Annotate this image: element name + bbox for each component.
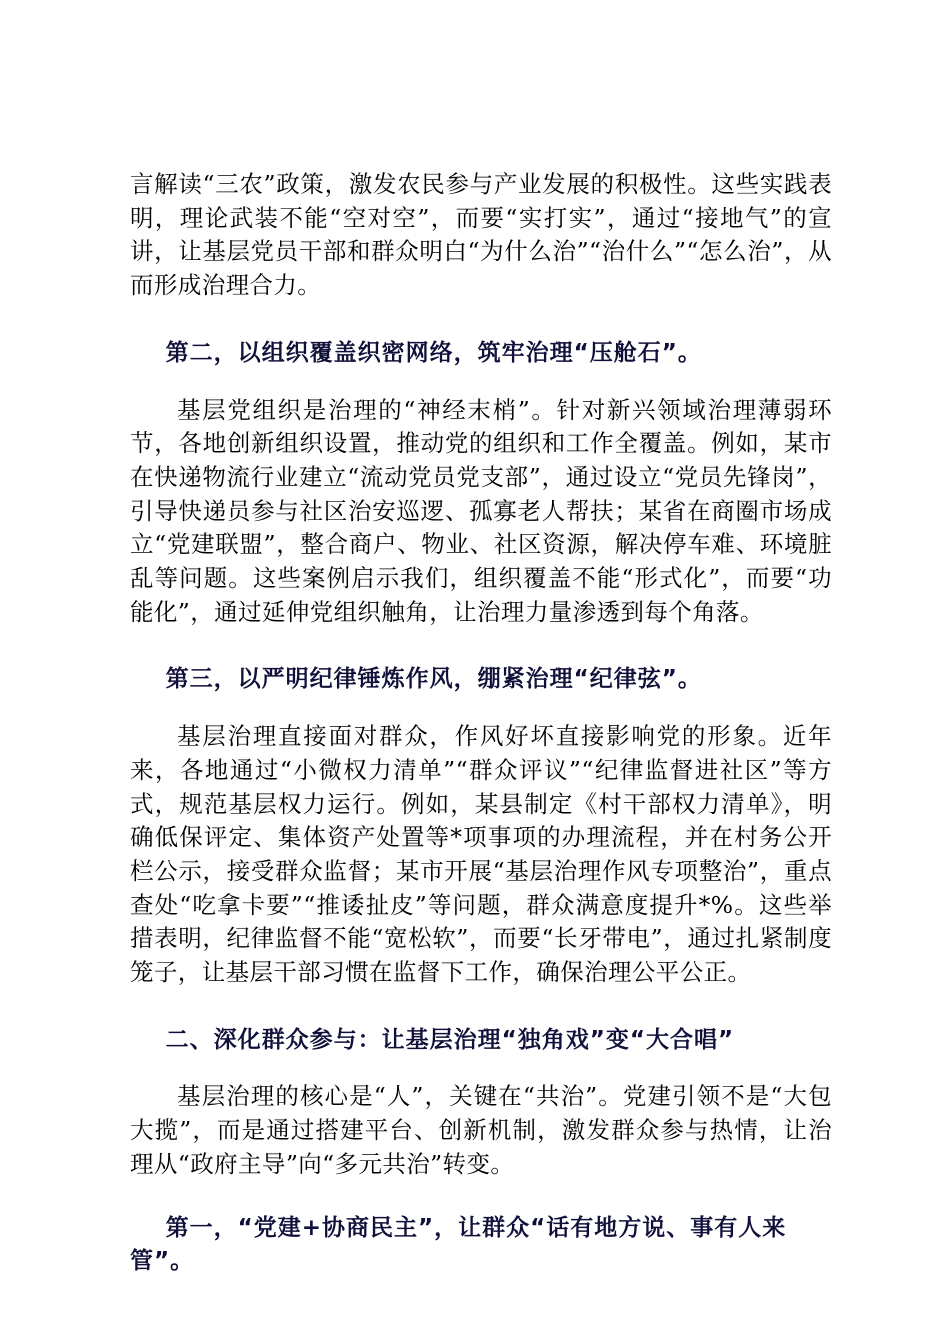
chapter-heading: 二、深化群众参与：让基层治理“独角戏”变“大合唱” [165, 1026, 735, 1053]
body-paragraph: 言解读“三农”政策，激发农民参与产业发展的积极性。这些实践表明，理论武装不能“空对空”，而要“实打实”，通过“接地气”的宣讲，让基层党员干部和群众明白“为什么治”“治什么”“怎么治”，从而形成治理合力。 [130, 170, 832, 300]
body-paragraph: 基层治理直接面对群众，作风好坏直接影响党的形象。近年来，各地通过“小微权力清单”“群众评议”“纪律监督进社区”等方式，规范基层权力运行。例如，某县制定《村干部权力清单》，明确低保评定、集体资产处置等*项事项的办理流程，并在村务公开栏公示，接受群众监督；某市开展“基层治理作风专项整治”，重点查处“吃拿卡要”“推诿扯皮”等问题，群众满意度提升*%。这些举措表明，纪律监督不能“宽松软”，而要“长牙带电”，通过扎紧制度笼子，让基层干部习惯在监督下工作，确保治理公平公正。 [130, 722, 832, 987]
section-heading: 第一，“党建+协商民主”，让群众“话有地方说、事有人来管”。 [130, 1214, 787, 1275]
section-heading: 第二，以组织覆盖织密网络，筑牢治理“压舱石”。 [165, 339, 702, 366]
body-paragraph: 基层党组织是治理的“神经末梢”。针对新兴领域治理薄弱环节，各地创新组织设置，推动党的组织和工作全覆盖。例如，某市在快递物流行业建立“流动党员党支部”，通过设立“党员先锋岗”，引导快递员参与社区治安巡逻、孤寡老人帮扶；某省在商圈市场成立“党建联盟”，整合商户、物业、社区资源，解决停车难、环境脏乱等问题。这些案例启示我们，组织覆盖不能“形式化”，而要“功能化”，通过延伸党组织触角，让治理力量渗透到每个角落。 [130, 395, 832, 626]
section-heading: 第三，以严明纪律锤炼作风，绷紧治理“纪律弦”。 [165, 666, 702, 693]
body-paragraph: 基层治理的核心是“人”，关键在“共治”。党建引领不是“大包大揽”，而是通过搭建平台、创新机制，激发群众参与热情，让治理从“政府主导”向“多元共治”转变。 [130, 1082, 832, 1178]
